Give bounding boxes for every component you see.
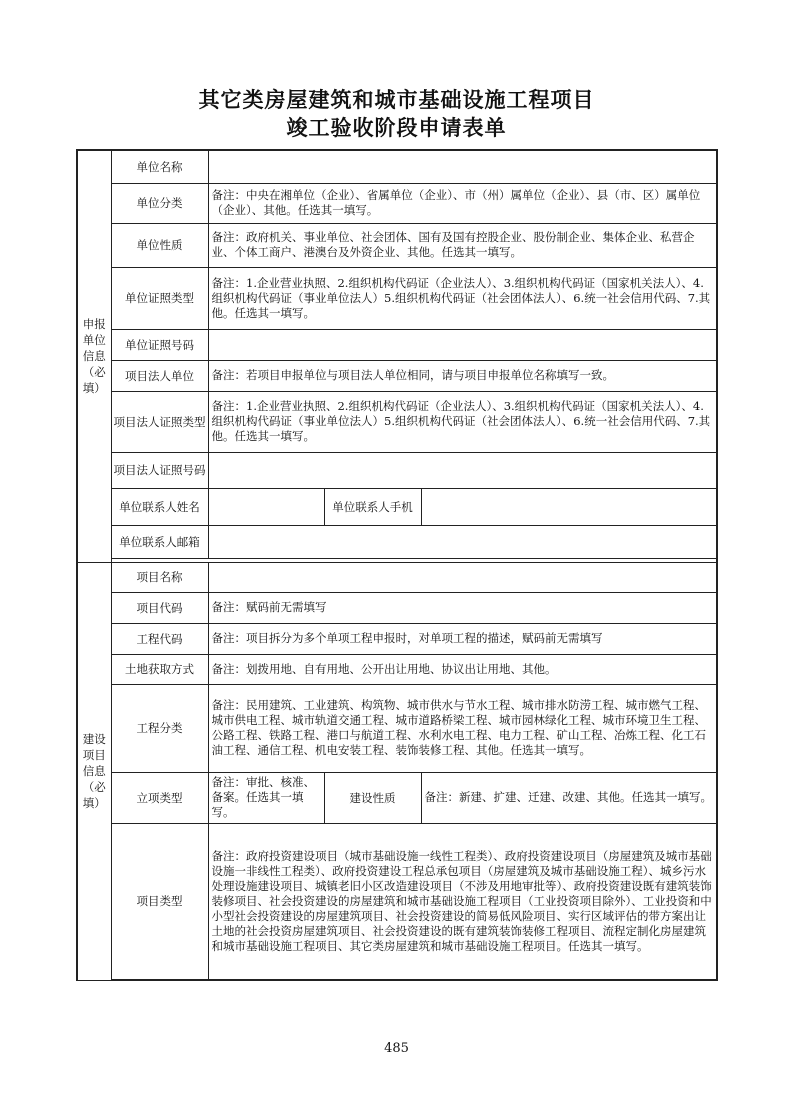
field-legal-unit[interactable]: 备注：若项目申报单位与项目法人单位相同，请与项目申报单位名称填写一致。 <box>208 360 717 391</box>
row-approval-type <box>77 772 717 823</box>
label-contact-email: 单位联系人邮箱 <box>111 525 208 558</box>
field-approval-type[interactable]: 备注：审批、核准、备案。任选其一填写。 <box>208 772 324 823</box>
row-unit-nature <box>77 223 717 267</box>
row-unit-cert-type <box>77 267 717 329</box>
label-engineering-code: 工程代码 <box>111 623 208 654</box>
label-unit-nature: 单位性质 <box>111 223 208 267</box>
row-project-name <box>77 562 717 592</box>
section-applicant-info: 申报单位信息（必填） <box>77 150 111 562</box>
row-legal-cert-no <box>77 452 717 488</box>
field-project-type[interactable]: 备注：政府投资建设项目（城市基础设施一线性工程类）、政府投资建设项目（房屋建筑及城市基础设施一非线性工程类）、政府投资建设工程总承包项目（房屋建筑及城市基础设施工程）、城乡污水处理设施建设项目、城镇老旧小区改造建设项目（不涉及用地审批等）、政府投资建设既有建筑装饰装修项目、社会投资建设的房屋建筑和城市基础设施工程项目（工业投资项目除外）、工业投资和中小型社会投资建设的房屋建筑项目、社会投资建设的简易低风险项目、实行区域评估的带方案出让土地的社会投资房屋建筑项目、社会投资建设的既有建筑装饰装修工程项目、流程定制化房屋建筑和城市基础设施工程项目、其它类房屋建筑和城市基础设施工程项目。任选其一填写。 <box>208 823 717 980</box>
document-title-line2: 竣工验收阶段申请表单 <box>286 115 507 140</box>
application-form-table <box>76 149 718 981</box>
label-project-name: 项目名称 <box>111 562 208 592</box>
row-legal-unit <box>77 360 717 391</box>
label-land-method: 土地获取方式 <box>111 654 208 684</box>
label-legal-unit: 项目法人单位 <box>111 360 208 391</box>
label-unit-cert-type: 单位证照类型 <box>111 267 208 329</box>
label-contact-name: 单位联系人姓名 <box>111 488 208 525</box>
field-contact-name[interactable] <box>208 488 324 525</box>
row-engineering-code <box>77 623 717 654</box>
row-engineering-category <box>77 684 717 772</box>
row-legal-cert-type <box>77 391 717 452</box>
field-unit-name[interactable] <box>208 150 717 183</box>
field-project-code[interactable]: 备注：赋码前无需填写 <box>208 592 717 623</box>
row-unit-name <box>77 150 717 183</box>
field-land-method[interactable]: 备注：划拨用地、自有用地、公开出让用地、协议出让用地、其他。 <box>208 654 717 684</box>
label-approval-type: 立项类型 <box>111 772 208 823</box>
field-contact-email[interactable] <box>208 525 717 558</box>
label-unit-category: 单位分类 <box>111 183 208 223</box>
field-unit-cert-no[interactable] <box>208 329 717 360</box>
label-unit-name: 单位名称 <box>111 150 208 183</box>
field-legal-cert-no[interactable] <box>208 452 717 488</box>
field-project-name[interactable] <box>208 562 717 592</box>
field-engineering-category[interactable]: 备注：民用建筑、工业建筑、构筑物、城市供水与节水工程、城市排水防涝工程、城市燃气工程、城市供电工程、城市轨道交通工程、城市道路桥梁工程、城市园林绿化工程、城市环境卫生工程、公路工程、铁路工程、港口与航道工程、水利水电工程、电力工程、矿山工程、冶炼工程、化工石油工程、通信工程、机电安装工程、装饰装修工程、其他。任选其一填写。 <box>208 684 717 772</box>
row-unit-category <box>77 183 717 223</box>
label-unit-cert-no: 单位证照号码 <box>111 329 208 360</box>
label-construction-nature: 建设性质 <box>324 772 421 823</box>
label-legal-cert-no: 项目法人证照号码 <box>111 452 208 488</box>
field-unit-nature[interactable]: 备注：政府机关、事业单位、社会团体、国有及国有控股企业、股份制企业、集体企业、私营企业、个体工商户、港澳台及外资企业、其他。任选其一填写。 <box>208 223 717 267</box>
page-number: 485 <box>384 1041 409 1056</box>
row-project-code <box>77 592 717 623</box>
field-unit-category[interactable]: 备注：中央在湘单位（企业）、省属单位（企业）、市（州）属单位（企业）、县（市、区）属单位（企业）、其他。任选其一填写。 <box>208 183 717 223</box>
field-engineering-code[interactable]: 备注：项目拆分为多个单项工程申报时，对单项工程的描述，赋码前无需填写 <box>208 623 717 654</box>
document-title-line1: 其它类房屋建筑和城市基础设施工程项目 <box>198 87 595 112</box>
row-unit-cert-no <box>77 329 717 360</box>
label-legal-cert-type: 项目法人证照类型 <box>111 391 208 452</box>
field-contact-mobile[interactable] <box>421 488 717 525</box>
row-project-type <box>77 823 717 980</box>
row-contact-email <box>77 525 717 558</box>
row-contact-name <box>77 488 717 525</box>
section-project-info: 建设项目信息（必填） <box>77 562 111 980</box>
row-land-method <box>77 654 717 684</box>
label-contact-mobile: 单位联系人手机 <box>324 488 421 525</box>
field-construction-nature[interactable]: 备注：新建、扩建、迁建、改建、其他。任选其一填写。 <box>421 772 717 823</box>
label-engineering-category: 工程分类 <box>111 684 208 772</box>
label-project-type: 项目类型 <box>111 823 208 980</box>
field-unit-cert-type[interactable]: 备注：1.企业营业执照、2.组织机构代码证（企业法人）、3.组织机构代码证（国家机关法人）、4.组织机构代码证（事业单位法人）5.组织机构代码证（社会团体法人）、6.统一社会信用代码、7.其他。任选其一填写。 <box>208 267 717 329</box>
field-legal-cert-type[interactable]: 备注：1.企业营业执照、2.组织机构代码证（企业法人）、3.组织机构代码证（国家机关法人）、4.组织机构代码证（事业单位法人）5.组织机构代码证（社会团体法人）、6.统一社会信用代码、7.其他。任选其一填写。 <box>208 391 717 452</box>
label-project-code: 项目代码 <box>111 592 208 623</box>
